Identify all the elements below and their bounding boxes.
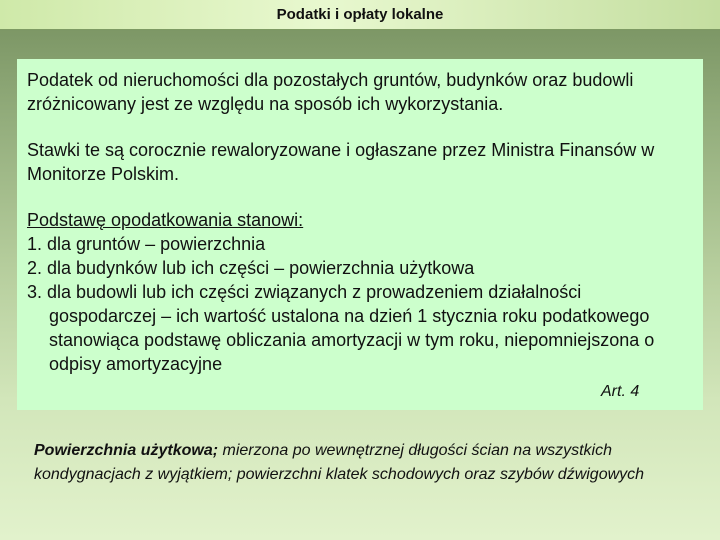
list-item-structures: 3. dla budowli lub ich części związanych z prowadzeniem działalności gospodarczej – ich wartość ustalona na dzień 1 stycznia roku podatkowego stanowiąca podstawę obliczania amortyzacji w tym roku, niepomniejszona o odpisy amortyzacyjne [27, 282, 655, 374]
paragraph-rates: Stawki te są corocznie rewaloryzowane i ogłaszane przez Ministra Finansów w Monitorze Polskim. [27, 140, 655, 184]
paragraph-tax-differentiation: Podatek od nieruchomości dla pozostałych gruntów, budynków oraz budowli zróżnicowany jest ze względu na sposób ich wykorzystania. [27, 70, 634, 114]
tax-base-list [27, 208, 693, 376]
list-item-buildings: 2. dla budynków lub ich części – powierzchnia użytkowa [27, 258, 475, 278]
article-reference: Art. 4 [601, 383, 640, 400]
footnote [34, 439, 704, 487]
footnote-definition: mierzona po wewnętrznej długości ścian na wszystkich kondygnacjach z wyjątkiem; powierzchni klatek schodowych oraz szybów dźwigowych [34, 442, 645, 483]
slide-title: Podatki i opłaty lokalne [276, 6, 444, 23]
title-bar [0, 0, 720, 30]
content-box [17, 59, 703, 410]
list-heading: Podstawę opodatkowania stanowi: [27, 210, 304, 230]
list-item-land: 1. dla gruntów – powierzchnia [27, 234, 266, 254]
footnote-term: Powierzchnia użytkowa; [34, 442, 219, 459]
